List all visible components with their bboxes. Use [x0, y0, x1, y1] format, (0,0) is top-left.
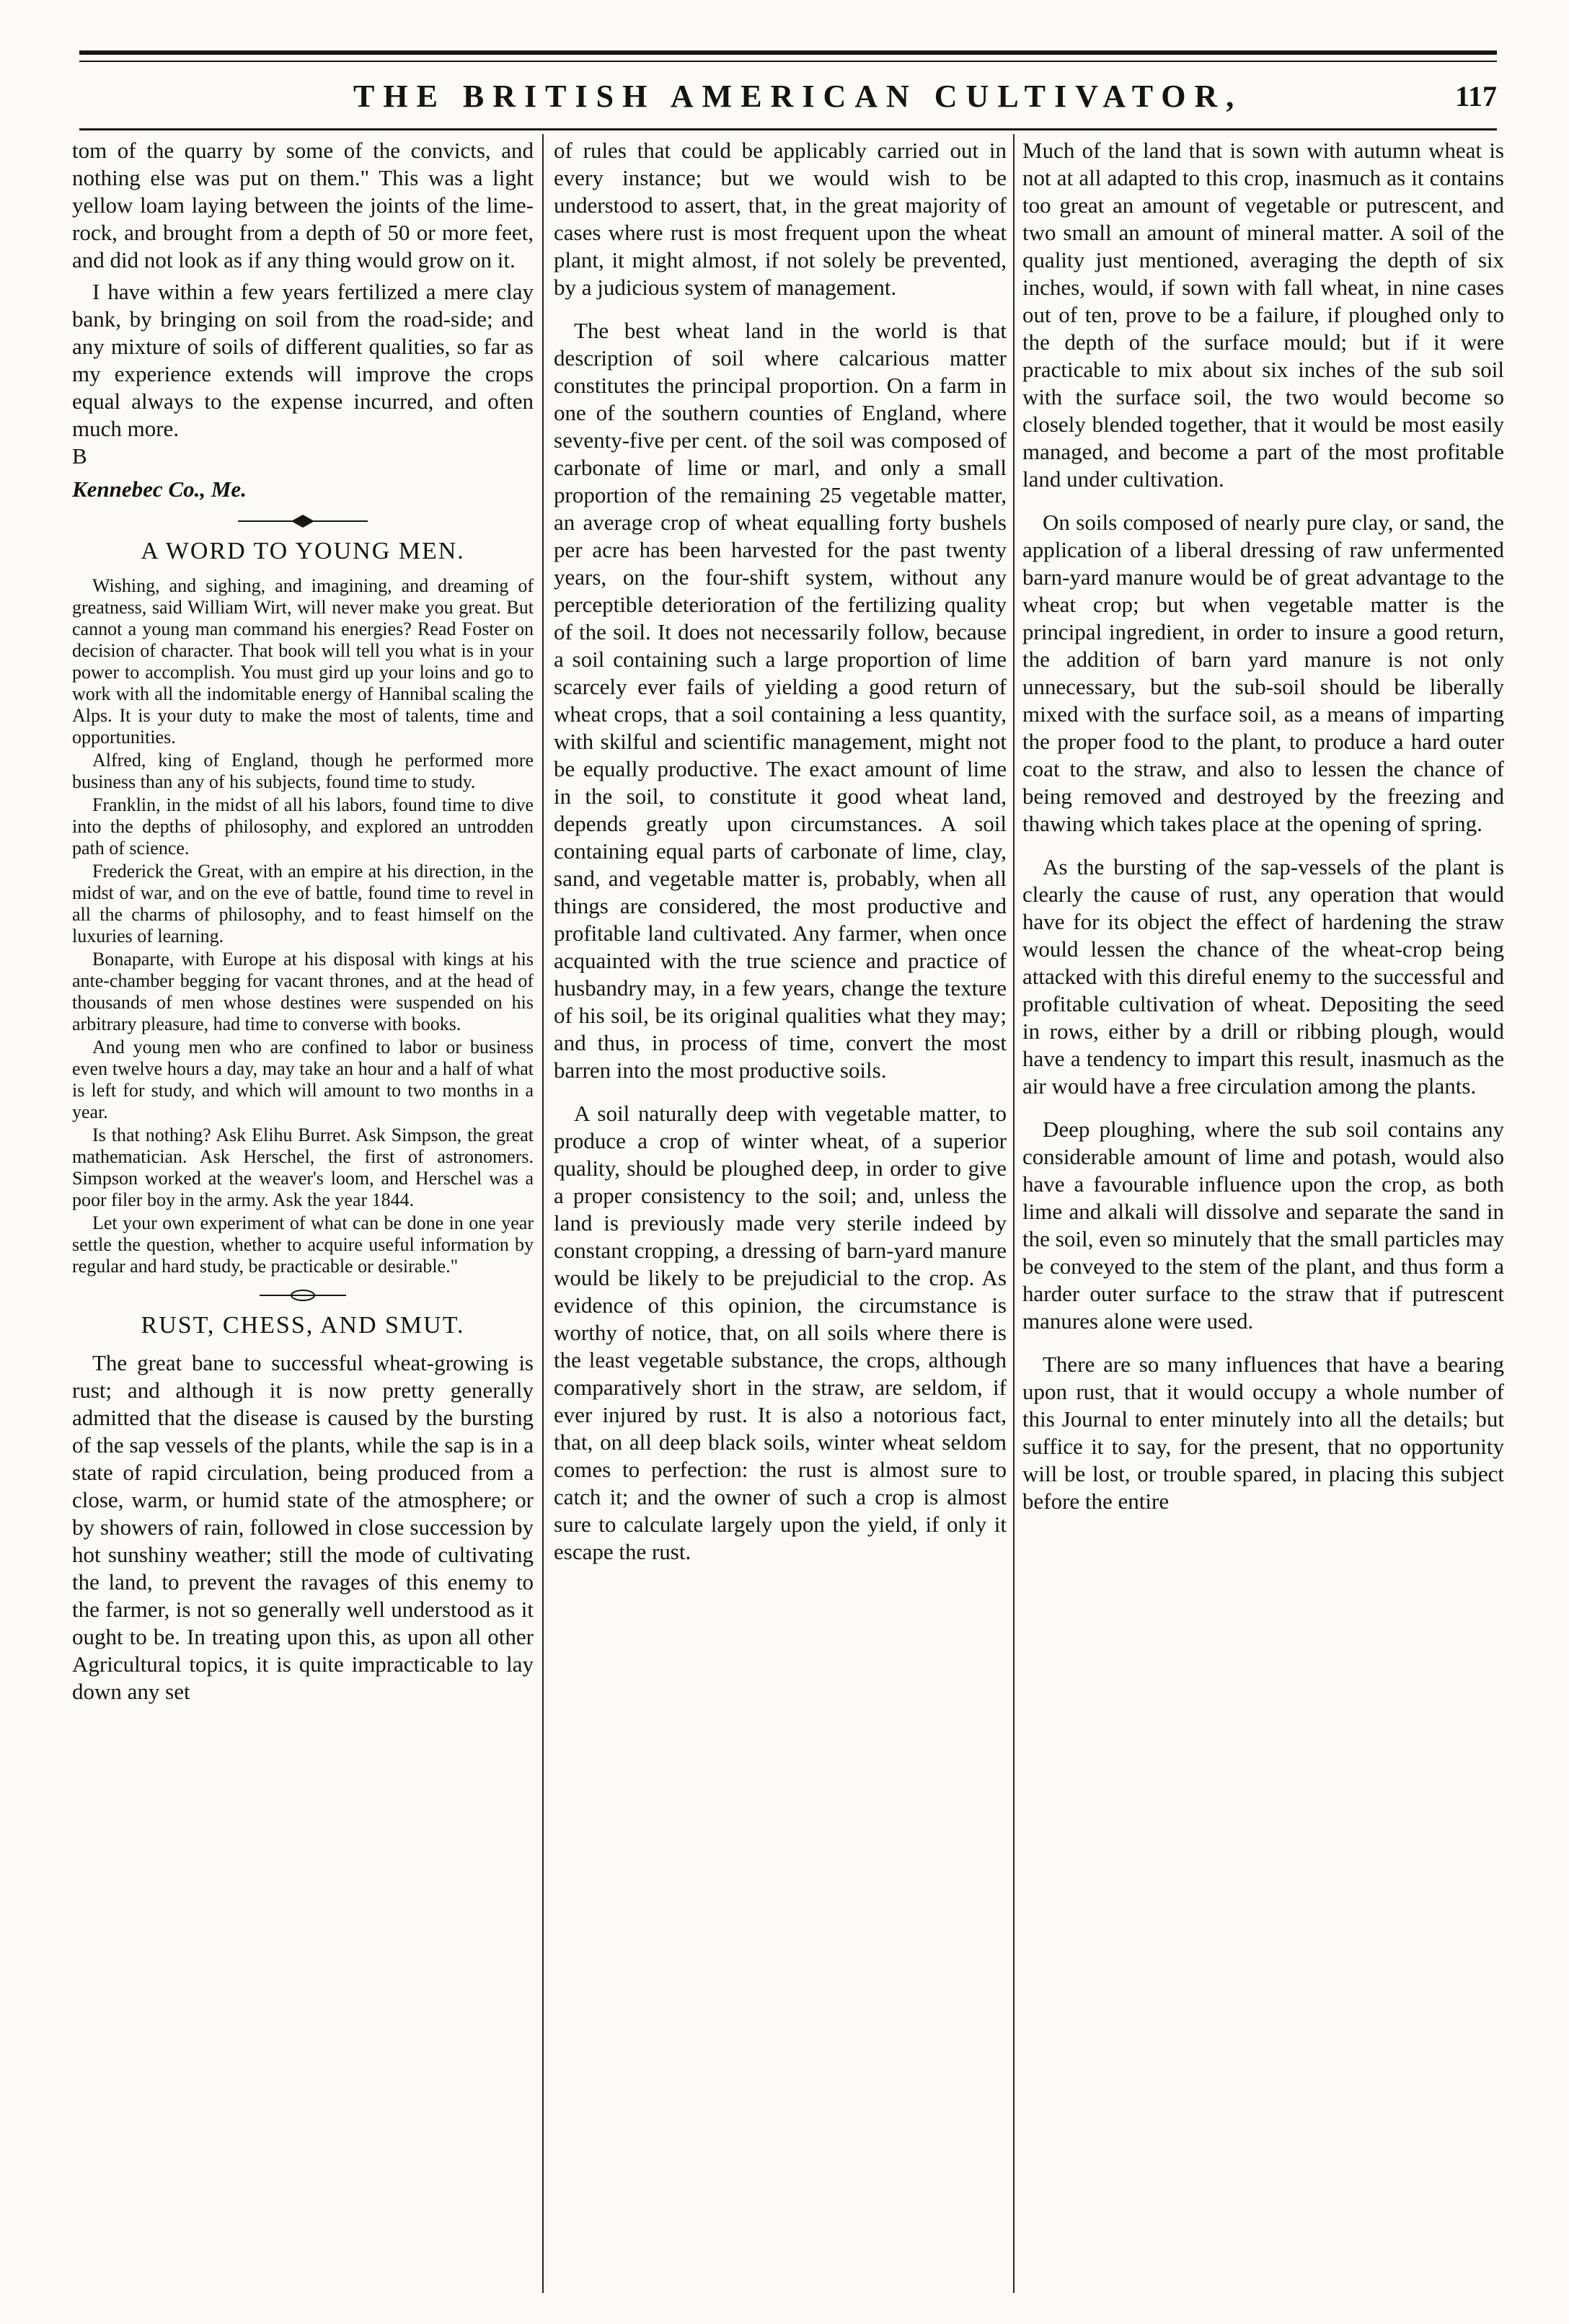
paragraph: And young men who are confined to labor or business even twelve hours a day, may take an hour and a half of what is left for study, and which will amount to two months in a year.	[72, 1037, 534, 1122]
section-heading: A WORD TO YOUNG MEN.	[141, 538, 465, 564]
paragraph: Wishing, and sighing, and imagining, and dreaming of greatness, said William Wirt, will never make you great. But cannot a young man command his energies? Read Foster on decision of character. That book will tell you what is in your power to accomplish. You must gird up your loins and go to work with all the indomitable energy of Hannibal scaling the Alps. It is your duty to make the most of talents, time and opportunities.	[72, 575, 534, 748]
paragraph: Let your own experiment of what can be done in one year settle the question, whether to acquire useful information by regular and hard study, be practicable or desirable."	[72, 1212, 534, 1277]
ornament-divider	[72, 1286, 534, 1305]
paragraph: The best wheat land in the world is that description of soil where calcarious matter constitutes the principal proportion. On a farm in one of the southern counties of England, where seventy-five per cent. of the soil was composed of carbonate of lime or marl, and only a small proportion of the remaining 25 vegetable matter, an average crop of wheat equalling forty bushels per acre has been harvested for the past twenty years, on the four-shift system, without any perceptible deterioration of the fertilizing quality of the soil. It does not necessarily follow, because a soil containing such a large proportion of lime scarcely ever fails of yielding a good return of wheat crops, that a soil containing a less quantity, with skilful and scientific management, might not be equally productive. The exact amount of lime in the soil, to constitute it good wheat land, depends greatly upon circumstances. A soil containing equal parts of carbonate of lime, clay, sand, and vegetable matter is, probably, when all things are considered, the most productive and profitable land cultivated. Any farmer, when once acquainted with the true science and practice of husbandry may, in a few years, change the texture of his soil, be its original qualities what they may; and thus, in process of time, convert the most barren into the most productive soils.	[554, 318, 1007, 1083]
ornament-divider	[72, 512, 534, 531]
paragraph: The great bane to successful wheat-growing is rust; and although it is now pretty generally admitted that the disease is caused by the bursting of the sap vessels of the plants, while the sap is in a state of rapid circulation, being produced from a close, warm, or humid state of the atmosphere; or by showers of rain, followed in close succession by hot sunshiny weather; still the mode of cultivating the land, to prevent the ravages of this enemy to the farmer, is not so generally well understood as it ought to be. In treating upon this, as upon all other Agricultural topics, it is quite impracticable to lay down any set	[72, 1350, 534, 1704]
paragraph: Bonaparte, with Europe at his disposal with kings at his ante-chamber begging for vacant thrones, and at the head of thousands of men whose destines were suspended on his arbitrary pleasure, had time to converse with books.	[72, 949, 534, 1034]
ornament-icon	[216, 1286, 389, 1305]
right-column	[1022, 137, 1504, 2296]
paragraph: Is that nothing? Ask Elihu Burret. Ask Simpson, the great mathematician. Ask Herschel, the first of astronomers. Simpson worked at the weaver's loom, and Herschel was a poor filer boy in the army. Ask the year 1844.	[72, 1125, 534, 1210]
page-number: 117	[1455, 80, 1497, 112]
top-rule	[79, 50, 1497, 55]
paragraph: As the bursting of the sap-vessels of the plant is clearly the cause of rust, any operation that would have for its object the effect of hardening the straw would lessen the chance of the wheat-crop being attacked with this direful enemy to the successful and profitable cultivation of wheat. Depositing the seed in rows, either by a drill or ribbing plough, would have a tendency to impart this result, inasmuch as the air would have a free circulation among the plants.	[1022, 854, 1504, 1099]
section-heading: RUST, CHESS, AND SMUT.	[141, 1312, 465, 1339]
page-header	[79, 72, 1497, 130]
masthead: THE BRITISH AMERICAN CULTIVATOR,	[353, 79, 1243, 114]
paragraph: There are so many influences that have a bearing upon rust, that it would occupy a whole number of this Journal to enter minutely into all the details; but suffice it to say, for the present, that no opportunity will be lost, or trouble spared, in placing this subject before the entire	[1022, 1352, 1504, 1514]
article-signoff	[72, 443, 534, 470]
paragraph: Franklin, in the midst of all his labors, found time to dive into the depths of philosophy, and explored an untrodden path of science.	[72, 794, 534, 859]
paragraph: tom of the quarry by some of the convicts, and nothing else was put on them." This was a light yellow loam laying between the joints of the lime-rock, and brought from a depth of 50 or more feet, and did not look as if any thing would grow on it.	[72, 138, 534, 272]
paragraph: Alfred, king of England, though he performed more business than any of his subjects, found time to study.	[72, 750, 534, 792]
column-divider	[1013, 134, 1015, 2293]
paragraph: Frederick the Great, with an empire at his direction, in the midst of war, and on the eve of battle, found time to revel in all the charms of philosophy, and to feast himself on the luxuries of learning.	[72, 861, 534, 946]
paragraph: Much of the land that is sown with autumn wheat is not at all adapted to this crop, inasmuch as it contains too great an amount of vegetable or putrescent, and two small an amount of mineral matter. A soil of the quality just mentioned, averaging the depth of six inches, would, if sown with fall wheat, in nine cases out of ten, prove to be a failure, if ploughed only to the depth of the surface mould; but if it were practicable to mix about six inches of the sub soil with the surface soil, the two would become so closely blended together, that it would be most easily managed, and become a part of the most profitable land under cultivation.	[1022, 138, 1504, 492]
paragraph: Deep ploughing, where the sub soil contains any considerable amount of lime and potash, would also have a favourable influence upon the crop, as both lime and alkali will dissolve and separate the sand in the soil, even so minutely that the small particles may be conveyed to the stem of the plant, and thus form a harder outer surface to the straw that if putrescent manures alone were used.	[1022, 1117, 1504, 1334]
paragraph: I have within a few years fertilized a mere clay bank, by bringing on soil from the road-side; and any mixture of soils of different qualities, so far as my experience extends will improve the crops equal always to the expense incurred, and often much more.	[72, 279, 534, 441]
author-initial: B	[72, 443, 87, 469]
top-rule-thin	[79, 61, 1497, 62]
paragraph: of rules that could be applicably carried out in every instance; but we would wish to be understood to assert, that, in the great majority of cases where rust is most frequent upon the wheat plant, it might almost, if not solely be prevented, by a judicious system of management.	[554, 138, 1007, 300]
ornament-icon	[216, 512, 389, 531]
middle-column	[554, 137, 1007, 2296]
paragraph: A soil naturally deep with vegetable matter, to produce a crop of winter wheat, of a superior quality, should be ploughed deep, in order to give a proper consistency to the soil; and, unless the land is previously made very sterile indeed by constant cropping, a dressing of barn-yard manure would be likely to be prejudicial to the crop. As evidence of this opinion, the circumstance is worthy of notice, that, on all soils where there is the least vegetable substance, the crops, although comparatively short in the straw, are seldom, if ever injured by rust. It is also a notorious fact, that, on all deep black soils, winter wheat seldom comes to perfection: the rust is almost sure to catch it; and the owner of such a crop is almost sure to calculate largely upon the yield, if only it escape the rust.	[554, 1101, 1007, 1564]
paragraph: On soils composed of nearly pure clay, or sand, the application of a liberal dressing of raw unfermented barn-yard manure would be of great advantage to the wheat crop; but when vegetable matter is the principal ingredient, in order to insure a good return, the addition of barn yard manure is not only unnecessary, but the sub-soil should be liberally mixed with the surface soil, as a means of imparting the proper food to the plant, to produce a hard outer coat to the straw, and also to lessen the chance of being removed and destroyed by the freezing and thawing which takes place at the opening of spring.	[1022, 510, 1504, 836]
left-column	[72, 137, 534, 2296]
column-divider	[542, 134, 544, 2293]
signature: Kennebec Co., Me.	[72, 476, 247, 502]
